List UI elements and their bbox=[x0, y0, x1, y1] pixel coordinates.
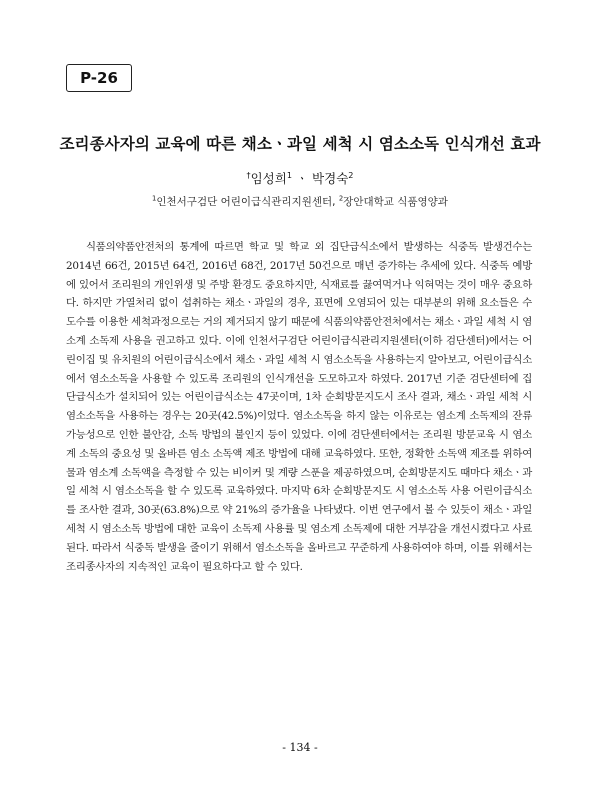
paper-title: 조리종사자의 교육에 따른 채소ㆍ과일 세척 시 염소소독 인식개선 효과 bbox=[59, 135, 541, 153]
affiliation-line bbox=[0, 194, 600, 209]
author-1: 임성희 bbox=[250, 171, 287, 186]
author-line bbox=[0, 169, 600, 187]
author-2: 박경숙 bbox=[312, 171, 349, 186]
affiliation-2: 장안대학교 식품영양과 bbox=[343, 196, 448, 208]
affiliation-1: 인천서구검단 어린이급식관리지원센터, bbox=[156, 196, 339, 208]
poster-code-box bbox=[66, 64, 132, 92]
author-1-sup: 1 bbox=[286, 169, 293, 180]
abstract-body: 식품의약품안전처의 통계에 따르면 학교 및 학교 외 집단급식소에서 발생하는 식중독 발생건수는 2014년 66건, 2015년 64건, 2016년 68건, 2017년 50건으로 매년 증가하는 추세에 있다. 식중독 예방에 있어서 조리원의 개인위생 및 주방 환경도 중요하지만, 식재료를 끓여먹거나 익혀먹는 것이 매우 중요하다. 하지만 가열처리 없이 섭취하는 채소ㆍ과일의 경우, 표면에 오염되어 있는 대부분의 위해 요소들은 수도수를 이용한 세척과정으로는 거의 제거되지 않기 때문에 식품의약품안전처에서는 채소ㆍ과일 세척 시 염소계 소독제 사용을 권고하고 있다. 이에 인천서구검단 어린이급식관리지원센터(이하 검단센터)에서는 어린이집 및 유치원의 어린이급식소에서 채소ㆍ과일 세척 시 염소소독을 사용하는지 알아보고, 어린이급식소에서 염소소독을 사용할 수 있도록 조리원의 인식개선을 도모하고자 하였다. 2017년 기준 검단센터에 집단급식소가 설치되어 있는 어린이급식소는 47곳이며, 1차 순회방문지도시 조사 결과, 채소ㆍ과일 세척 시 염소소독을 사용하는 경우는 20곳(42.5%)이었다. 염소소독을 하지 않는 이유로는 염소계 소독제의 잔류 가능성으로 인한 불안감, 소독 방법의 불인지 등이 있었다. 이에 검단센터에서는 조리원 방문교육 시 염소계 소독의 중요성 및 올바른 염소 소독액 제조 방법에 대해 교육하였다. 또한, 정확한 소독액 제조를 위하여 물과 염소계 소독액을 측정할 수 있는 비이커 및 계량 스푼을 제공하였으며, 순회방문지도 때마다 채소ㆍ과일 세척 시 염소소독을 할 수 있도록 교육하였다. 마지막 6차 순회방문지도 시 염소소독 사용 어린이급식소를 조사한 결과, 30곳(63.8%)으로 약 21%의 증가율을 나타냈다. 이번 연구에서 볼 수 있듯이 채소ㆍ과일 세척 시 염소소독 방법에 대한 교육이 소독제 사용률 및 염소계 소독제에 대한 거부감을 개선시켰다고 사료된다. 따라서 식중독 발생을 줄이기 위해서 염소소독을 올바르고 꾸준하게 사용하여야 하며, 이를 위해서는 조리종사자의 지속적인 교육이 필요하다고 할 수 있다. bbox=[66, 241, 532, 573]
author-separator: ㆍ bbox=[292, 171, 313, 186]
corresponding-mark: † bbox=[246, 169, 251, 180]
author-2-sup: 2 bbox=[348, 169, 354, 180]
affiliation-2-sup: 2 bbox=[338, 194, 344, 203]
affiliation-1-sup: 1 bbox=[152, 194, 157, 203]
page-number: - 134 - bbox=[282, 741, 318, 754]
poster-code: P-26 bbox=[80, 69, 118, 87]
